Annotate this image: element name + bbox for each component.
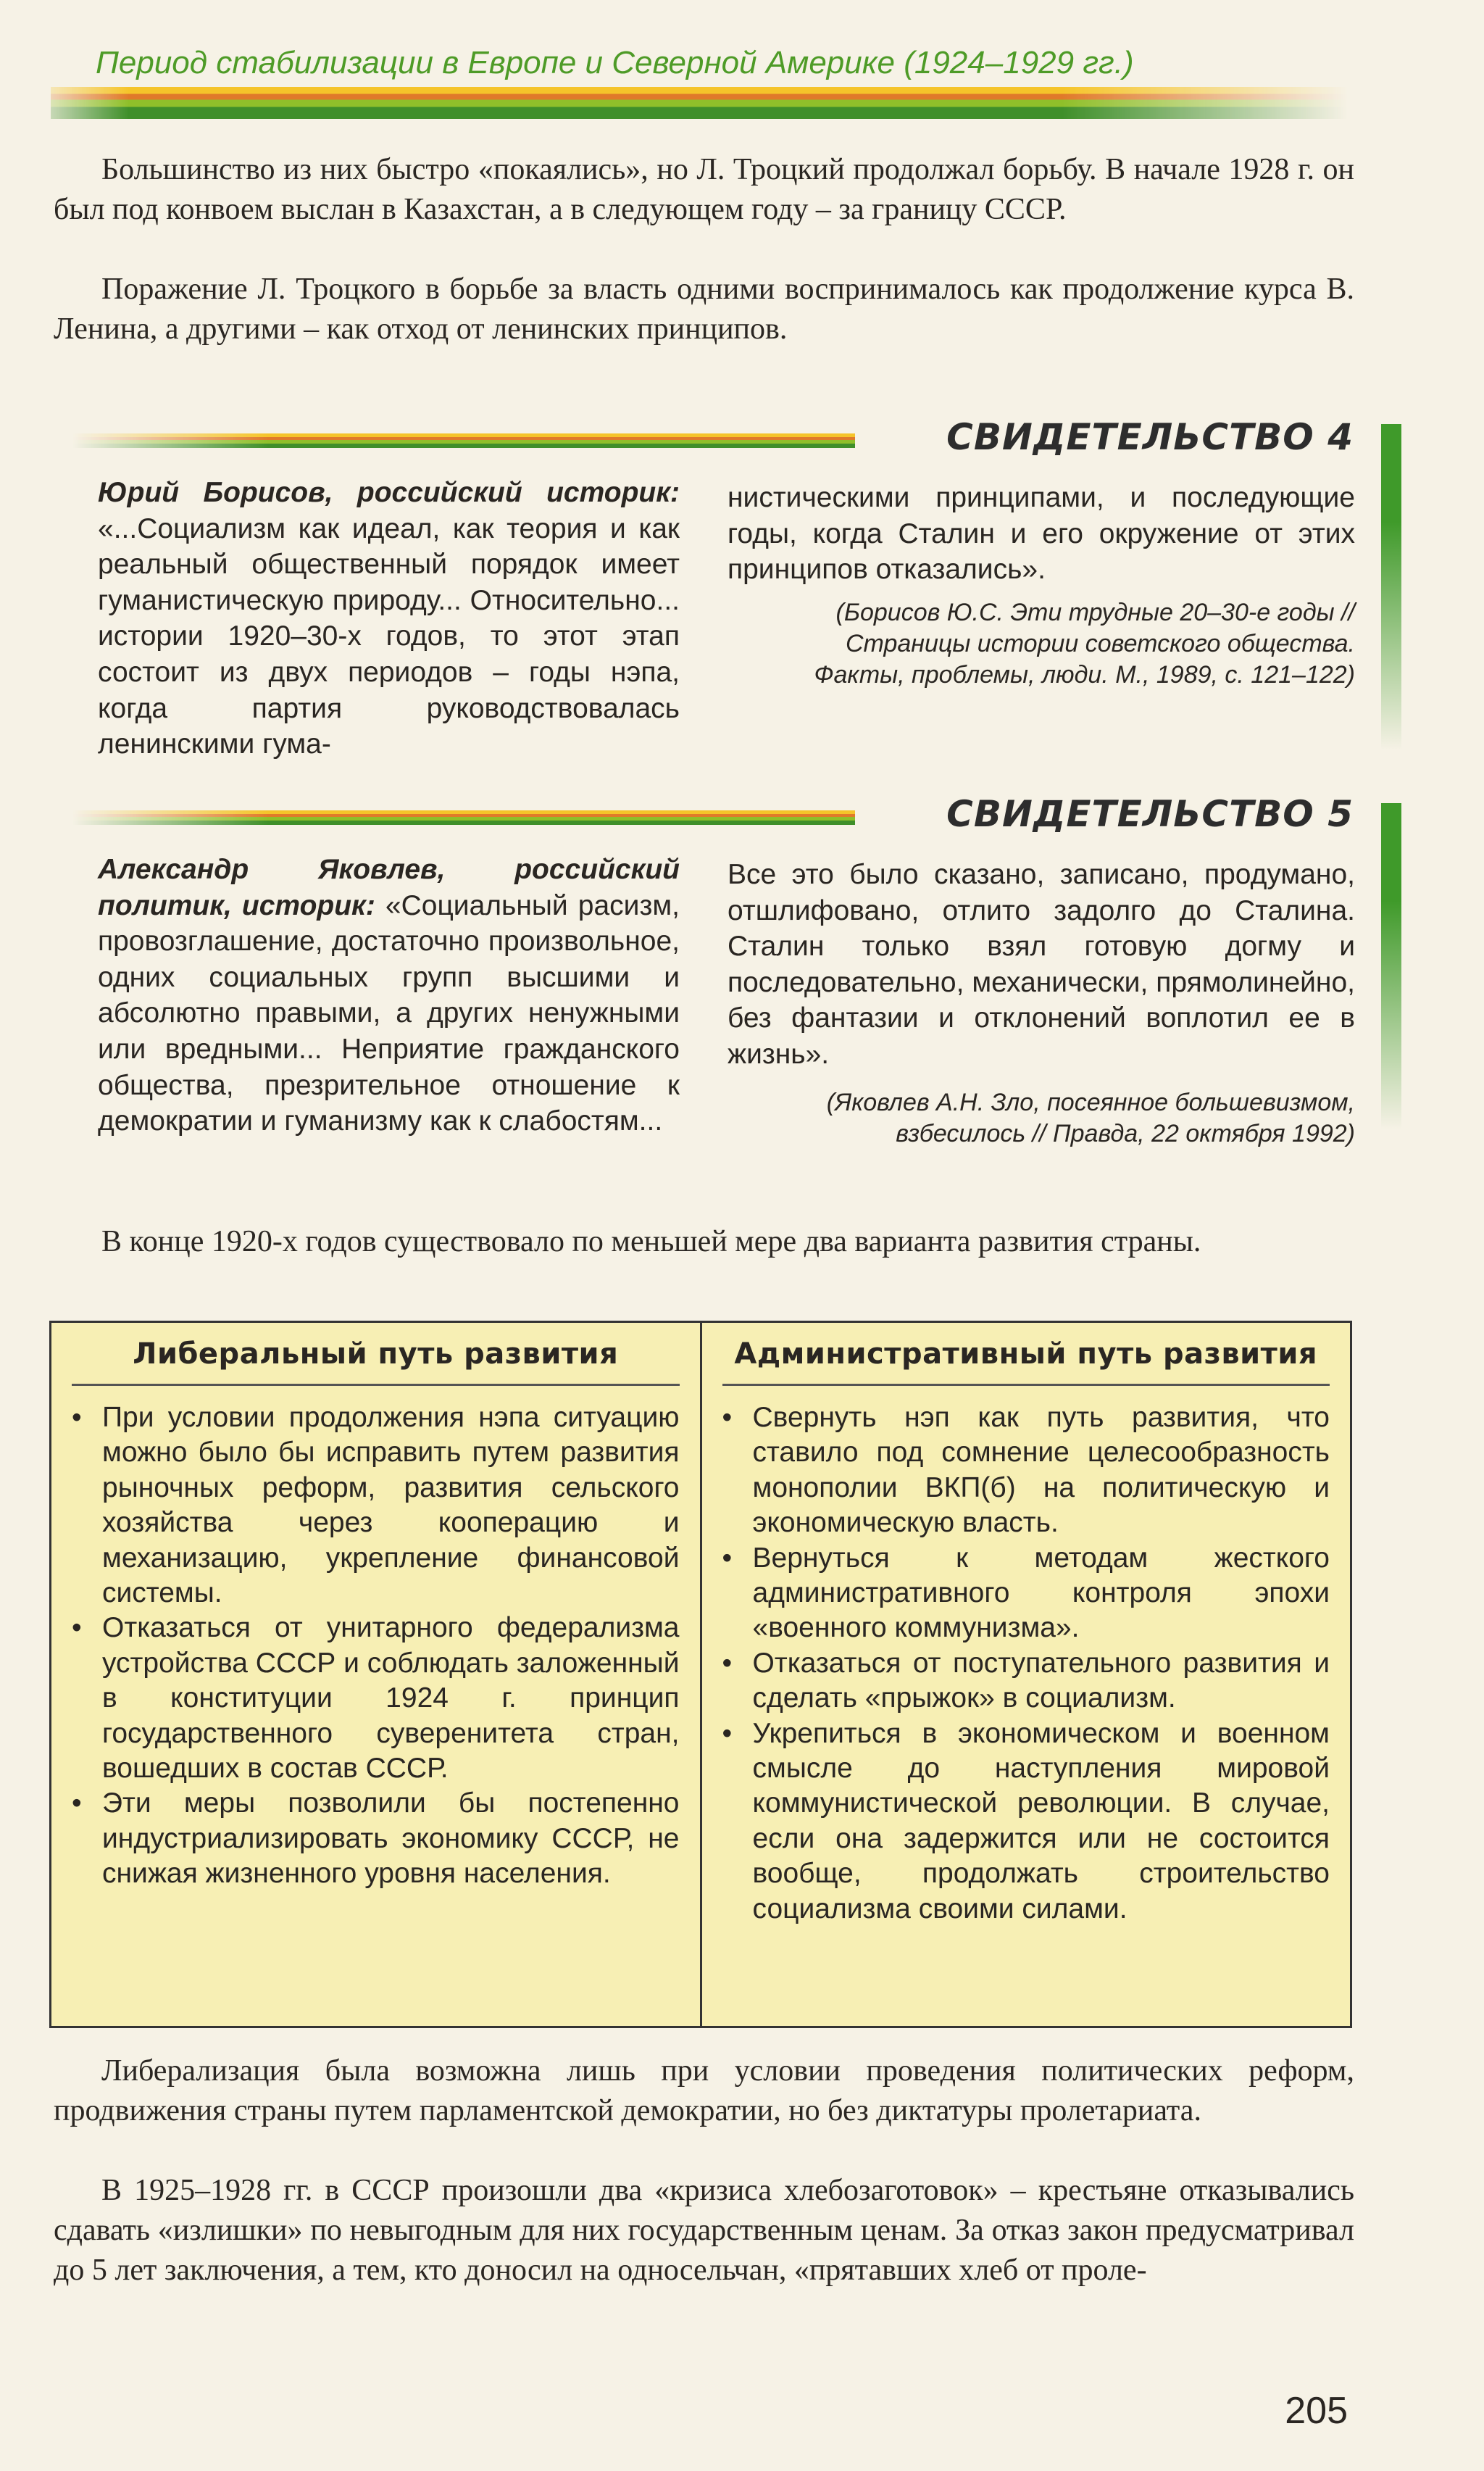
liberal-path-column [51, 1323, 700, 2026]
administrative-path-list [722, 1400, 1330, 1927]
evidence-4-stripe [72, 433, 855, 448]
list-item: • Свернуть нэп как путь развития, что ставило под сомнение целесообразность монополии ВКП(б) на политическую и экономическую власть. [722, 1400, 1330, 1541]
evidence-5-side-bar [1381, 803, 1401, 1129]
list-item: • Эти меры позволили бы постепенно индустриализировать экономику СССР, не снижая жизненного уровня населения. [72, 1786, 680, 1891]
evidence-5-stripe [72, 810, 855, 825]
evidence-4-source: (Борисов Ю.С. Эти трудные 20–30-е годы // Страницы истории советского общества. Факты, проблемы, люди. М., 1989, с. 121–122) [814, 599, 1355, 689]
list-item: • Вернуться к методам жесткого административного контроля эпохи «военного коммунизма». [722, 1541, 1330, 1646]
evidence-5-quote-left [98, 852, 680, 1139]
evidence-5-text-left: «Социальный расизм, провозглашение, достаточно произвольное, одних социальных групп высшими и абсолютно правыми, а других ненужными или вредными... Неприятие гражданского общества, презрительное отношение к демократии и гуманизму как к слабостям... [98, 889, 680, 1137]
evidence-5-title: СВИДЕТЕЛЬСТВО 5 [946, 793, 1354, 835]
liberal-path-list [72, 1400, 680, 1892]
paragraph-trotsky-defeat: Поражение Л. Троцкого в борьбе за власть одними воспринималось как продолжение курса В. Ленина, а другими – как отход от ленинских принципов. [54, 273, 1354, 346]
evidence-4-quote-left [98, 475, 680, 763]
running-header-title: Период стабилизации в Европе и Северной Америке (1924–1929 гг.) [96, 45, 1134, 80]
evidence-4-title: СВИДЕТЕЛЬСТВО 4 [946, 416, 1354, 458]
liberal-path-heading: Либеральный путь развития [72, 1337, 680, 1386]
page-number: 205 [1285, 2390, 1348, 2432]
evidence-4-text-left: «...Социализм как идеал, как теория и как реальный общественный порядок имеет гуманистическую природу... Относительно... истории 1920–30-х годов, то этот этап состоит из двух периодов – годы нэпа, когда партия руководствовалась ленинскими гума- [98, 512, 680, 760]
evidence-5-source: (Яковлев А.Н. Зло, посеянное большевизмом, взбесилось // Правда, 22 октября 1992) [826, 1089, 1355, 1147]
administrative-path-heading: Административный путь развития [722, 1337, 1330, 1386]
evidence-4-quote-right: нистическими принципами, и последующие годы, когда Сталин и его окружение от этих принципов отказались». [728, 482, 1355, 586]
development-paths-table [49, 1321, 1352, 2028]
paragraph-liberalization: Либерализация была возможна лишь при условии проведения политических реформ, продвижения страны путем парламентской демократии, но без диктатуры пролетариата. [54, 2054, 1354, 2127]
administrative-path-column [700, 1323, 1351, 2026]
paragraph-two-variants: В конце 1920-х годов существовало по меньшей мере два варианта развития страны. [101, 1225, 1201, 1258]
paragraph-trotsky-struggle: Большинство из них быстро «покаялись», но Л. Троцкий продолжал борьбу. В начале 1928 г. он был под конвоем выслан в Казахстан, а в следующем году – за границу СССР. [54, 153, 1354, 226]
list-item: • Отказаться от поступательного развития и сделать «прыжок» в социализм. [722, 1646, 1330, 1716]
header-decorative-stripe [51, 87, 1348, 119]
paragraph-grain-crisis: В 1925–1928 гг. в СССР произошли два «кризиса хлебозаготовок» – крестьяне отказывались сдавать «излишки» по невыгодным для них государственным ценам. За отказ закон предусматривал до 5 лет заключения, а тем, кто доносил на односельчан, «прятавших хлеб от проле- [54, 2174, 1354, 2287]
list-item: • Укрепиться в экономическом и военном смысле до наступления мировой коммунистической революции. В случае, если она задержится или не состоится вообще, продолжать строительство социализма своими силами. [722, 1716, 1330, 1927]
evidence-4-author: Юрий Борисов, российский историк: [98, 477, 680, 508]
list-item: • Отказаться от унитарного федерализма устройства СССР и соблюдать заложенный в конституции 1924 г. принцип государственного суверенитета стран, вошедших в состав СССР. [72, 1611, 680, 1786]
evidence-4-side-bar [1381, 424, 1401, 750]
list-item: • При условии продолжения нэпа ситуацию можно было бы исправить путем развития рыночных реформ, развития сельского хозяйства через кооперацию и механизацию, укрепление финансовой системы. [72, 1400, 680, 1611]
evidence-5-quote-right: Все это было сказано, записано, продумано, отшлифовано, отлито задолго до Сталина. Сталин только взял готовую догму и последовательно, механически, прямолинейно, без фантазии и отклонений воплотил ее в жизнь». [728, 859, 1355, 1070]
evidence-5-author: Александр Яковлев, российский политик, историк: [98, 854, 680, 921]
